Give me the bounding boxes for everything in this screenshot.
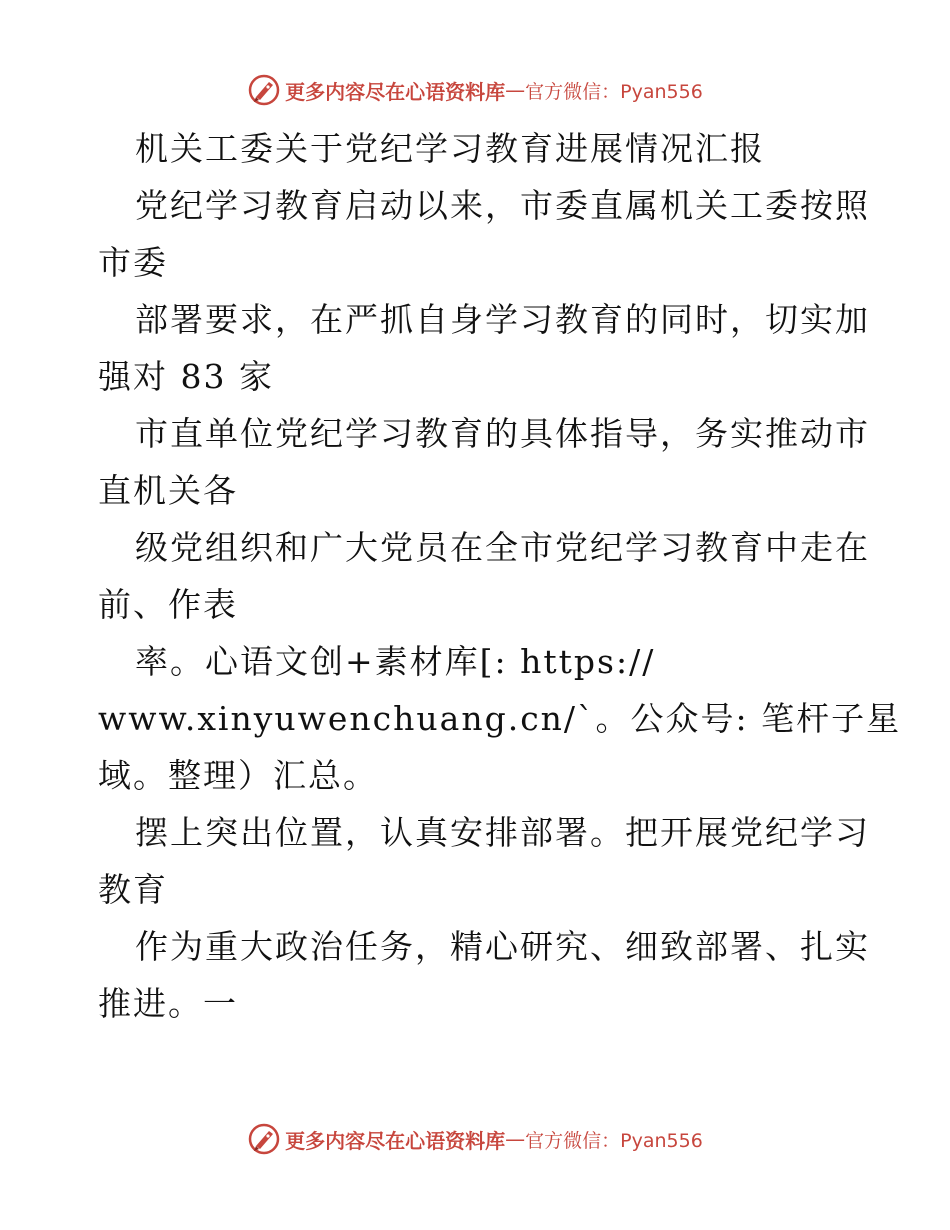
- document-body: [98, 120, 902, 1032]
- header-banner-text: 更多内容尽在心语资料库: [285, 79, 506, 104]
- document-title: 机关工委关于党纪学习教育进展情况汇报: [135, 129, 765, 168]
- paragraph-line-url: www.xinyuwenchuang.cn/`。公众号: 笔杆子星: [98, 699, 902, 738]
- paragraph-line: 党纪学习教育启动以来，市委直属机关工委按照: [135, 186, 870, 225]
- pen-logo-icon: [247, 1122, 281, 1156]
- paragraph-line: 直机关各: [98, 471, 238, 510]
- header-banner-separator: —: [505, 78, 526, 102]
- paragraph-line: 市委: [98, 243, 168, 282]
- paragraph-line: 教育: [98, 870, 168, 909]
- footer-banner: [0, 1119, 950, 1159]
- footer-banner-wechat: 官方微信：Pyan556: [525, 1129, 703, 1152]
- paragraph-line: 摆上突出位置，认真安排部署。把开展党纪学习: [135, 813, 870, 852]
- footer-banner-text: 更多内容尽在心语资料库: [285, 1128, 506, 1153]
- header-banner: [0, 70, 950, 110]
- header-banner-wechat: 官方微信：Pyan556: [525, 80, 703, 103]
- paragraph-line: 推进。一: [98, 984, 238, 1023]
- footer-banner-separator: —: [505, 1127, 526, 1151]
- paragraph-line: 部署要求，在严抓自身学习教育的同时，切实加: [135, 300, 870, 339]
- paragraph-line: 前、作表: [98, 585, 238, 624]
- paragraph-line: 市直单位党纪学习教育的具体指导，务实推动市: [135, 414, 870, 453]
- paragraph-line: 作为重大政治任务，精心研究、细致部署、扎实: [135, 927, 870, 966]
- paragraph-line: 率。心语文创+素材库[: https://: [135, 642, 656, 681]
- paragraph-line: 域。整理）汇总。: [98, 756, 378, 795]
- paragraph-line: 强对 83 家: [98, 357, 274, 396]
- pen-logo-icon: [247, 73, 281, 107]
- paragraph-line: 级党组织和广大党员在全市党纪学习教育中走在: [135, 528, 870, 567]
